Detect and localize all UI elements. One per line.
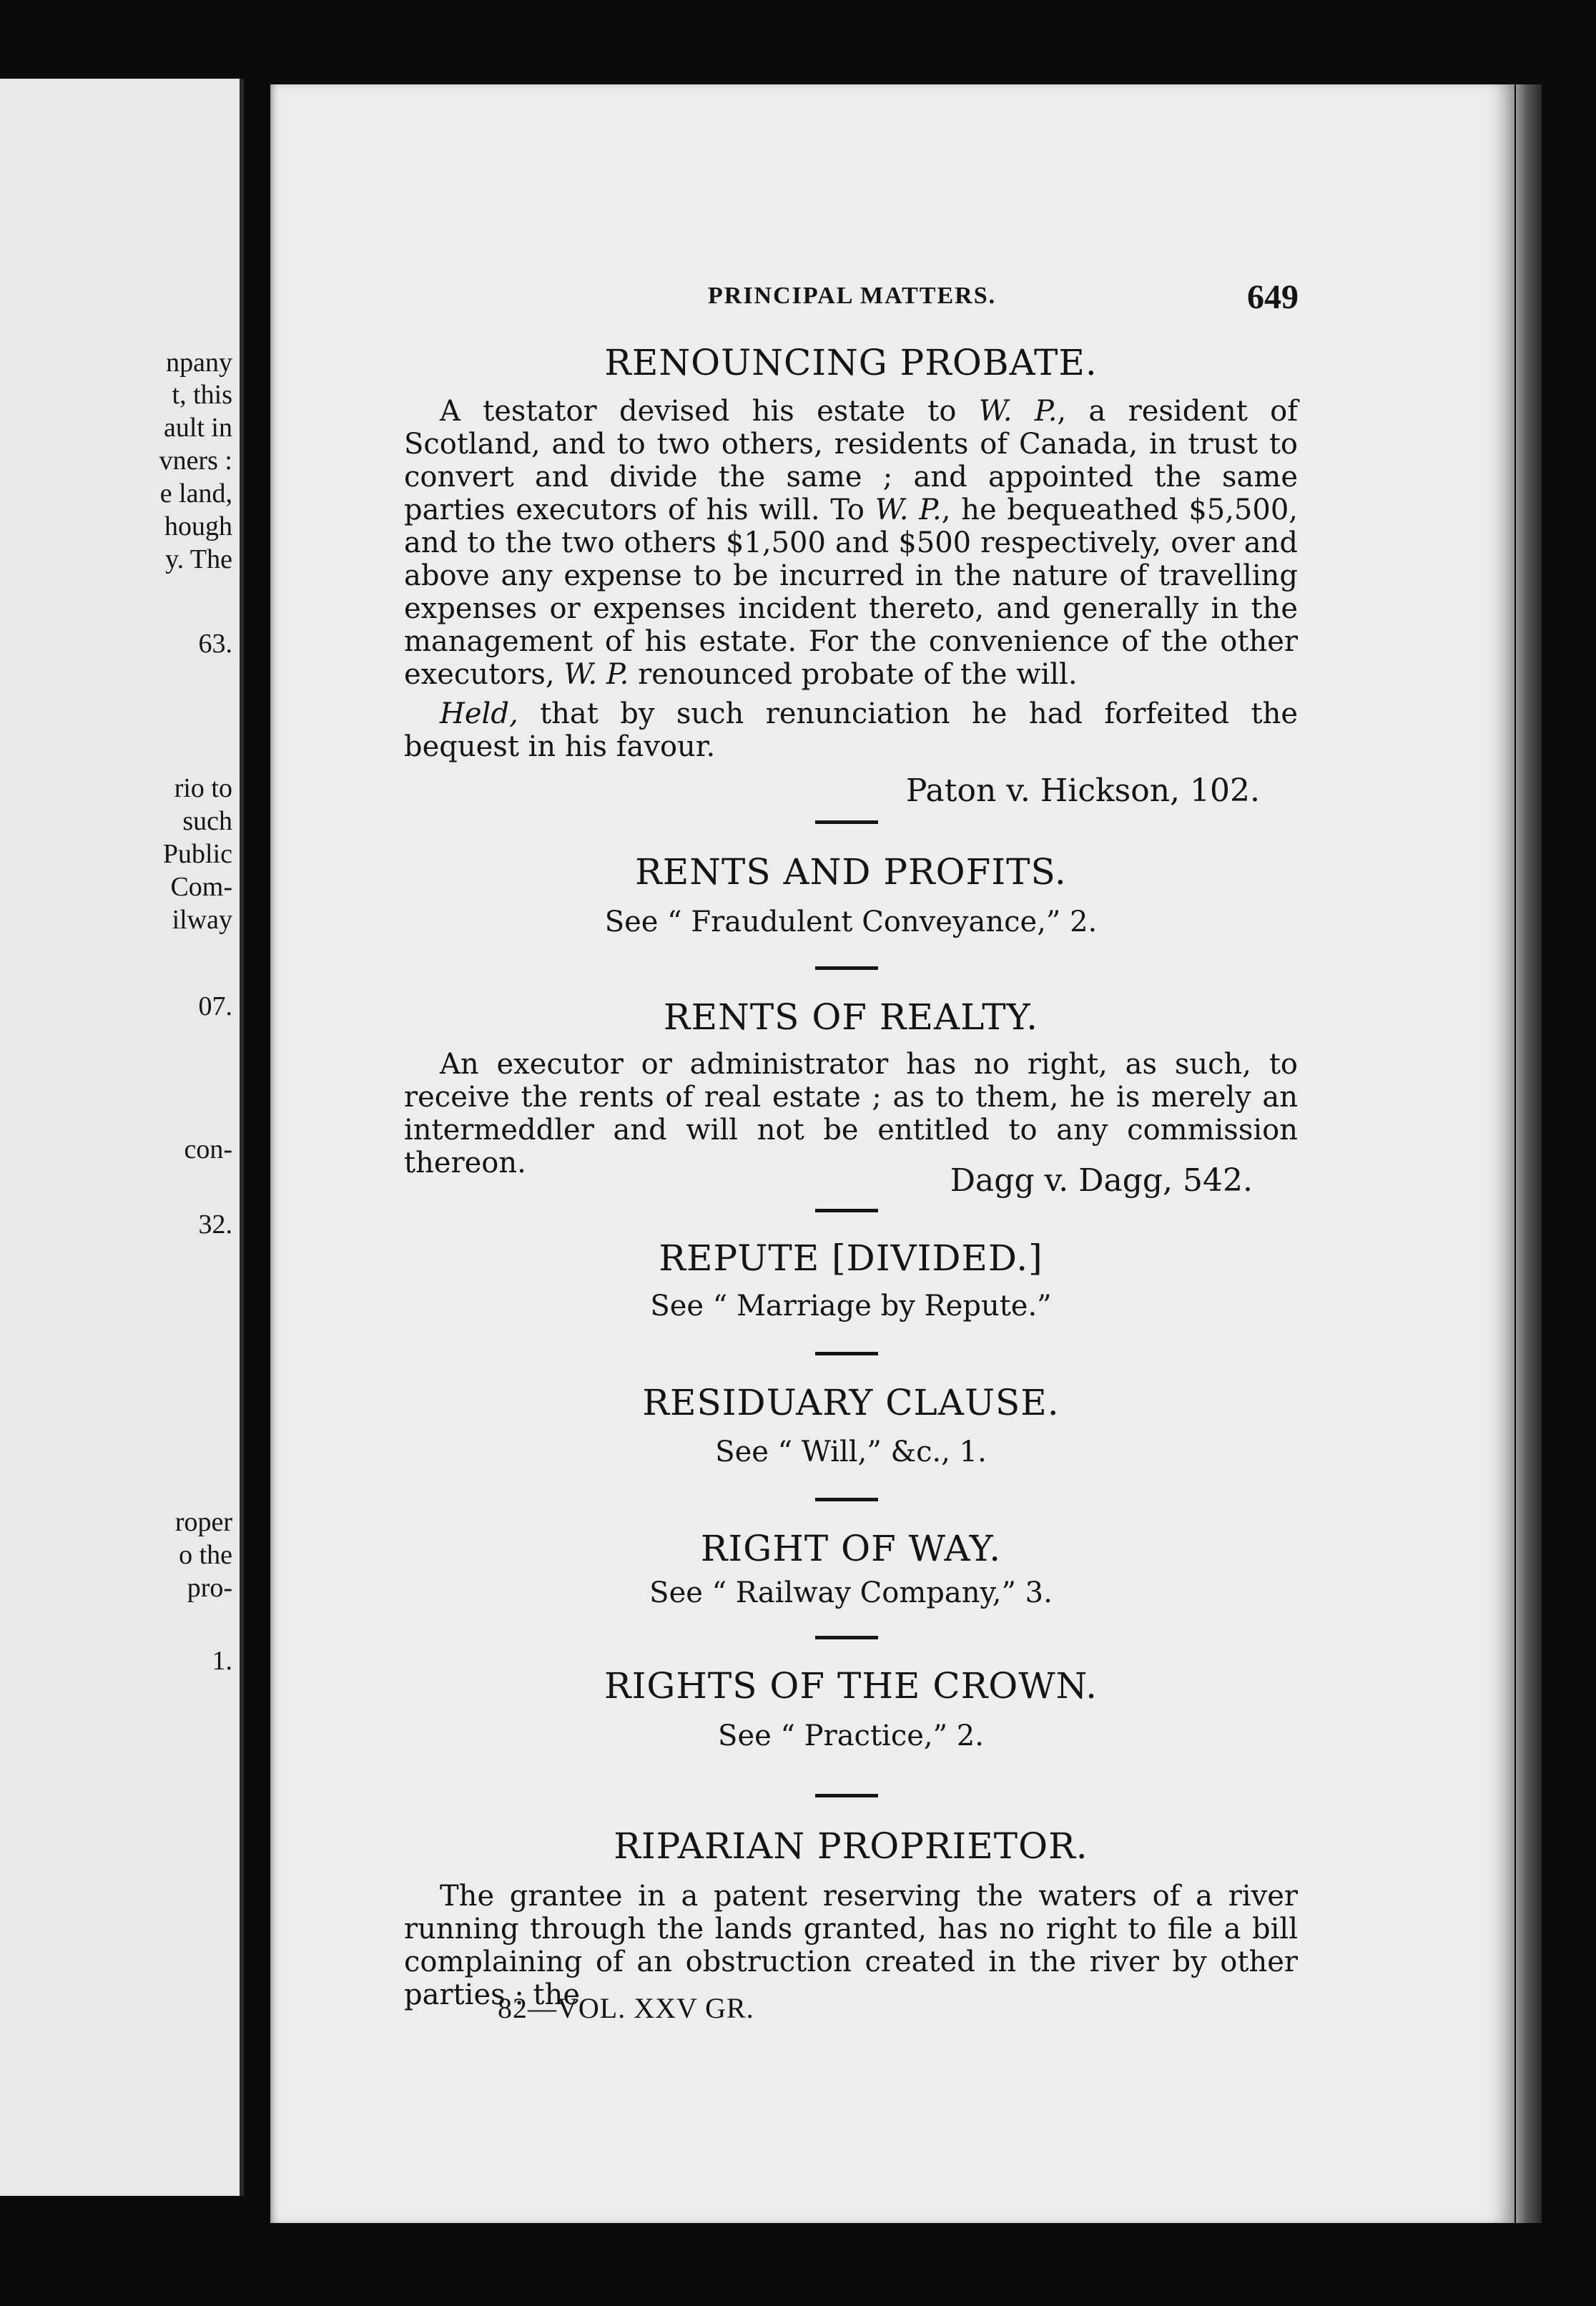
left-page-line: ault in xyxy=(163,413,232,443)
heading-rights-of-the-crown: RIGHTS OF THE CROWN. xyxy=(604,1665,1098,1707)
left-page-line: Public xyxy=(162,839,232,869)
left-page-line: roper xyxy=(174,1507,232,1537)
left-page-line: pro- xyxy=(187,1573,232,1603)
left-page-line: con- xyxy=(184,1134,232,1164)
divider xyxy=(815,820,878,824)
left-page-line: 1. xyxy=(212,1646,232,1676)
citation-dagg-v-dagg: Dagg v. Dagg, 542. xyxy=(950,1162,1253,1199)
heading-rents-of-realty: RENTS OF REALTY. xyxy=(663,996,1039,1038)
see-reference-repute: See “ Marriage by Repute.” xyxy=(650,1290,1052,1323)
see-reference-rents-and-profits: See “ Fraudulent Conveyance,” 2. xyxy=(604,906,1098,938)
paragraph-held: Held, that by such renunciation he had forfeited the bequest in his favour. xyxy=(404,697,1298,763)
left-page-line: o the xyxy=(179,1540,232,1570)
heading-right-of-way: RIGHT OF WAY. xyxy=(700,1528,1002,1569)
page-number: 649 xyxy=(1247,278,1299,316)
heading-rents-and-profits: RENTS AND PROFITS. xyxy=(635,851,1067,893)
see-reference-rights-of-the-crown: See “ Practice,” 2. xyxy=(718,1719,984,1752)
divider xyxy=(815,1636,878,1639)
see-reference-right-of-way: See “ Railway Company,” 3. xyxy=(649,1576,1053,1609)
paragraph-renouncing-probate: A testator devised his estate to W. P., a resident of Scotland, and to two others, residents of Canada, in trust to convert and divide the same ; and appointed the same parties executors of his will. To W. P., he bequeathed $5,500, and to the two others $1,500 and $500 respectively, over and above any expense to be incurred in the nature of travelling expenses or expenses incident thereto, and generally in the management of his estate. For the convenience of the other executors, W. P. renounced probate of the will. xyxy=(404,395,1298,691)
left-page-line: vners : xyxy=(159,446,232,476)
signature-mark: 82—VOL. XXV GR. xyxy=(498,1992,754,2024)
divider xyxy=(815,966,878,970)
left-page-line: 07. xyxy=(198,991,232,1021)
left-page-line: 63. xyxy=(198,629,232,659)
heading-repute: REPUTE [DIVIDED.] xyxy=(659,1237,1043,1279)
left-facing-page xyxy=(0,79,244,2196)
heading-residuary-clause: RESIDUARY CLAUSE. xyxy=(642,1382,1060,1423)
divider xyxy=(815,1352,878,1355)
left-page-line: 32. xyxy=(198,1210,232,1240)
left-page-line: such xyxy=(182,806,232,836)
paragraph-riparian-proprietor: The grantee in a patent reserving the waters of a river running through the lands granted, has no right to file a bill complaining of an obstruction created in the river by other parties : the xyxy=(404,1880,1298,2011)
left-page-line: e land, xyxy=(159,479,232,509)
left-page-line: y. The xyxy=(165,544,232,574)
divider xyxy=(815,1794,878,1797)
page-edge xyxy=(1516,84,1542,2223)
divider xyxy=(815,1498,878,1501)
left-page-line: npany xyxy=(166,348,232,378)
running-header: PRINCIPAL MATTERS. xyxy=(708,283,997,309)
left-page-line: rio to xyxy=(174,773,232,803)
left-page-line: t, this xyxy=(172,380,232,410)
heading-riparian-proprietor: RIPARIAN PROPRIETOR. xyxy=(614,1825,1088,1867)
left-page-line: hough xyxy=(164,511,232,541)
paragraph-rents-of-realty: An executor or administrator has no right, as such, to receive the rents of real estate ; as to them, he is merely an intermeddler and will not be entitled to any commission thereon. xyxy=(404,1048,1298,1179)
see-reference-residuary-clause: See “ Will,” &c., 1. xyxy=(715,1436,987,1468)
left-page-line: Com- xyxy=(170,872,232,902)
heading-renouncing-probate: RENOUNCING PROBATE. xyxy=(604,342,1098,383)
left-page-line: ilway xyxy=(172,905,232,935)
divider xyxy=(815,1209,878,1212)
citation-paton-v-hickson: Paton v. Hickson, 102. xyxy=(905,772,1260,809)
